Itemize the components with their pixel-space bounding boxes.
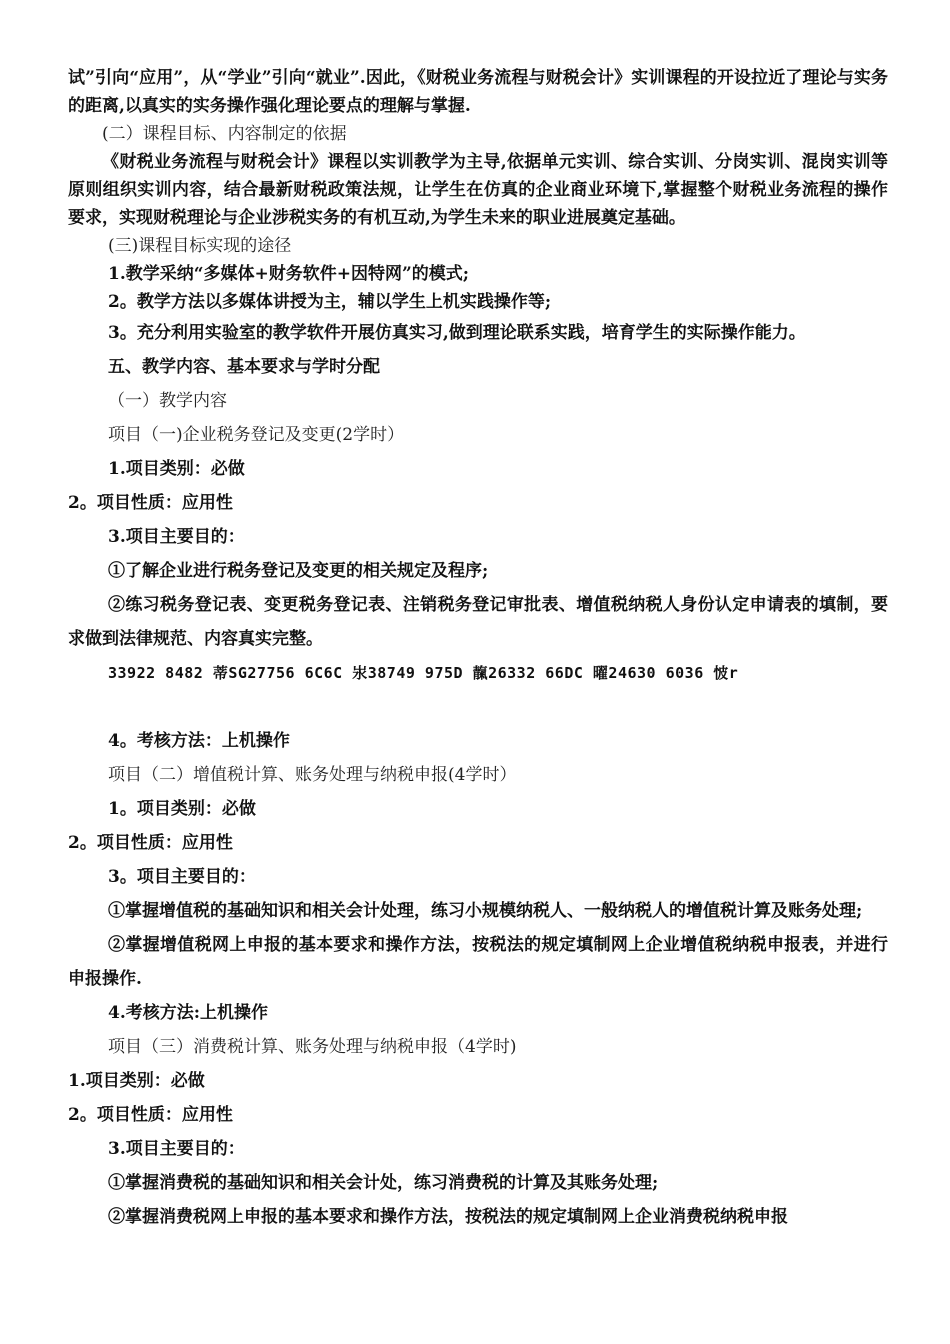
course-basis-paragraph: 《财税业务流程与财税会计》课程以实训教学为主导,依据单元实训、综合实训、分岗实训、混岗实训等原则组织实训内容，结合最新财税政策法规，让学生在仿真的企业商业环境下,掌握整个财税业务流程的操作要求，实现财税理论与企业涉税实务的有机互动,为学生未来的职业进展奠定基础。 [68, 152, 888, 228]
intro-paragraph-tail: 试”引向“应用”，从“学业”引向“就业”.因此，《财税业务流程与财税会计》实训课程的开设拉近了理论与实务的距离,以真实的实务操作强化理论要点的理解与掌握. [68, 68, 888, 116]
project-1-purpose-label: 3.项目主要目的： [108, 527, 245, 547]
approach-item-2: 2。教学方法以多媒体讲授为主，辅以学生上机实践操作等; [108, 292, 552, 312]
project-2-nature: 2。项目性质：应用性 [68, 833, 233, 853]
project-1-nature: 2。项目性质：应用性 [68, 493, 233, 513]
project-3-purpose-label: 3.项目主要目的： [108, 1139, 245, 1159]
project-2-purpose-1: ①掌握增值税的基础知识和相关会计处理，练习小规模纳税人、一般纳税人的增值税计算及账务处理; [108, 901, 863, 921]
project-3-title: 项目（三）消费税计算、账务处理与纳税申报（4学时) [108, 1037, 517, 1057]
section-heading-basis: (二）课程目标、内容制定的依据 [102, 124, 347, 144]
project-3-purpose-2: ②掌握消费税网上申报的基本要求和操作方法，按税法的规定填制网上企业消费税纳税申报 [108, 1207, 788, 1227]
project-2-purpose-2: ②掌握增值税网上申报的基本要求和操作方法，按税法的规定填制网上企业增值税纳税申报表，并进行申报操作. [68, 935, 888, 989]
project-3-purpose-1: ①掌握消费税的基础知识和相关会计处，练习消费税的计算及其账务处理; [108, 1173, 659, 1193]
project-2-category: 1。项目类别：必做 [108, 799, 256, 819]
project-1-assessment: 4。考核方法：上机操作 [108, 731, 290, 751]
project-1-purpose-2: ②练习税务登记表、变更税务登记表、注销税务登记审批表、增值税纳税人身份认定申请表的填制，要求做到法律规范、内容真实完整。 [68, 595, 888, 649]
section-heading-approach: (三)课程目标实现的途径 [108, 236, 292, 256]
project-2-assessment: 4.考核方法:上机操作 [108, 1003, 269, 1023]
project-2-title: 项目（二）增值税计算、账务处理与纳税申报(4学时） [108, 765, 517, 785]
project-3-nature: 2。项目性质：应用性 [68, 1105, 233, 1125]
project-1-title: 项目（一)企业税务登记及变更(2学时） [108, 425, 405, 445]
project-3-category: 1.项目类别：必做 [68, 1071, 205, 1091]
document-page [68, 64, 888, 1234]
blank-gap [68, 690, 888, 724]
approach-item-1: 1.教学采纳“多媒体+财务软件+因特网”的模式; [108, 264, 470, 284]
subsection-teaching-content: （一）教学内容 [108, 391, 227, 411]
project-1-purpose-1: ①了解企业进行税务登记及变更的相关规定及程序; [108, 561, 489, 581]
project-2-purpose-label: 3。项目主要目的： [108, 867, 256, 887]
chapter-heading-5: 五、教学内容、基本要求与学时分配 [108, 357, 380, 377]
project-1-category: 1.项目类别：必做 [108, 459, 245, 479]
garbled-code-line: 33922 8482 蒂SG27756 6C6C 汖38749 975D 靝26332 66DC 曜24630 6036 怶r [108, 664, 739, 682]
approach-item-3: 3。充分利用实验室的教学软件开展仿真实习,做到理论联系实践，培育学生的实际操作能力。 [108, 323, 806, 343]
